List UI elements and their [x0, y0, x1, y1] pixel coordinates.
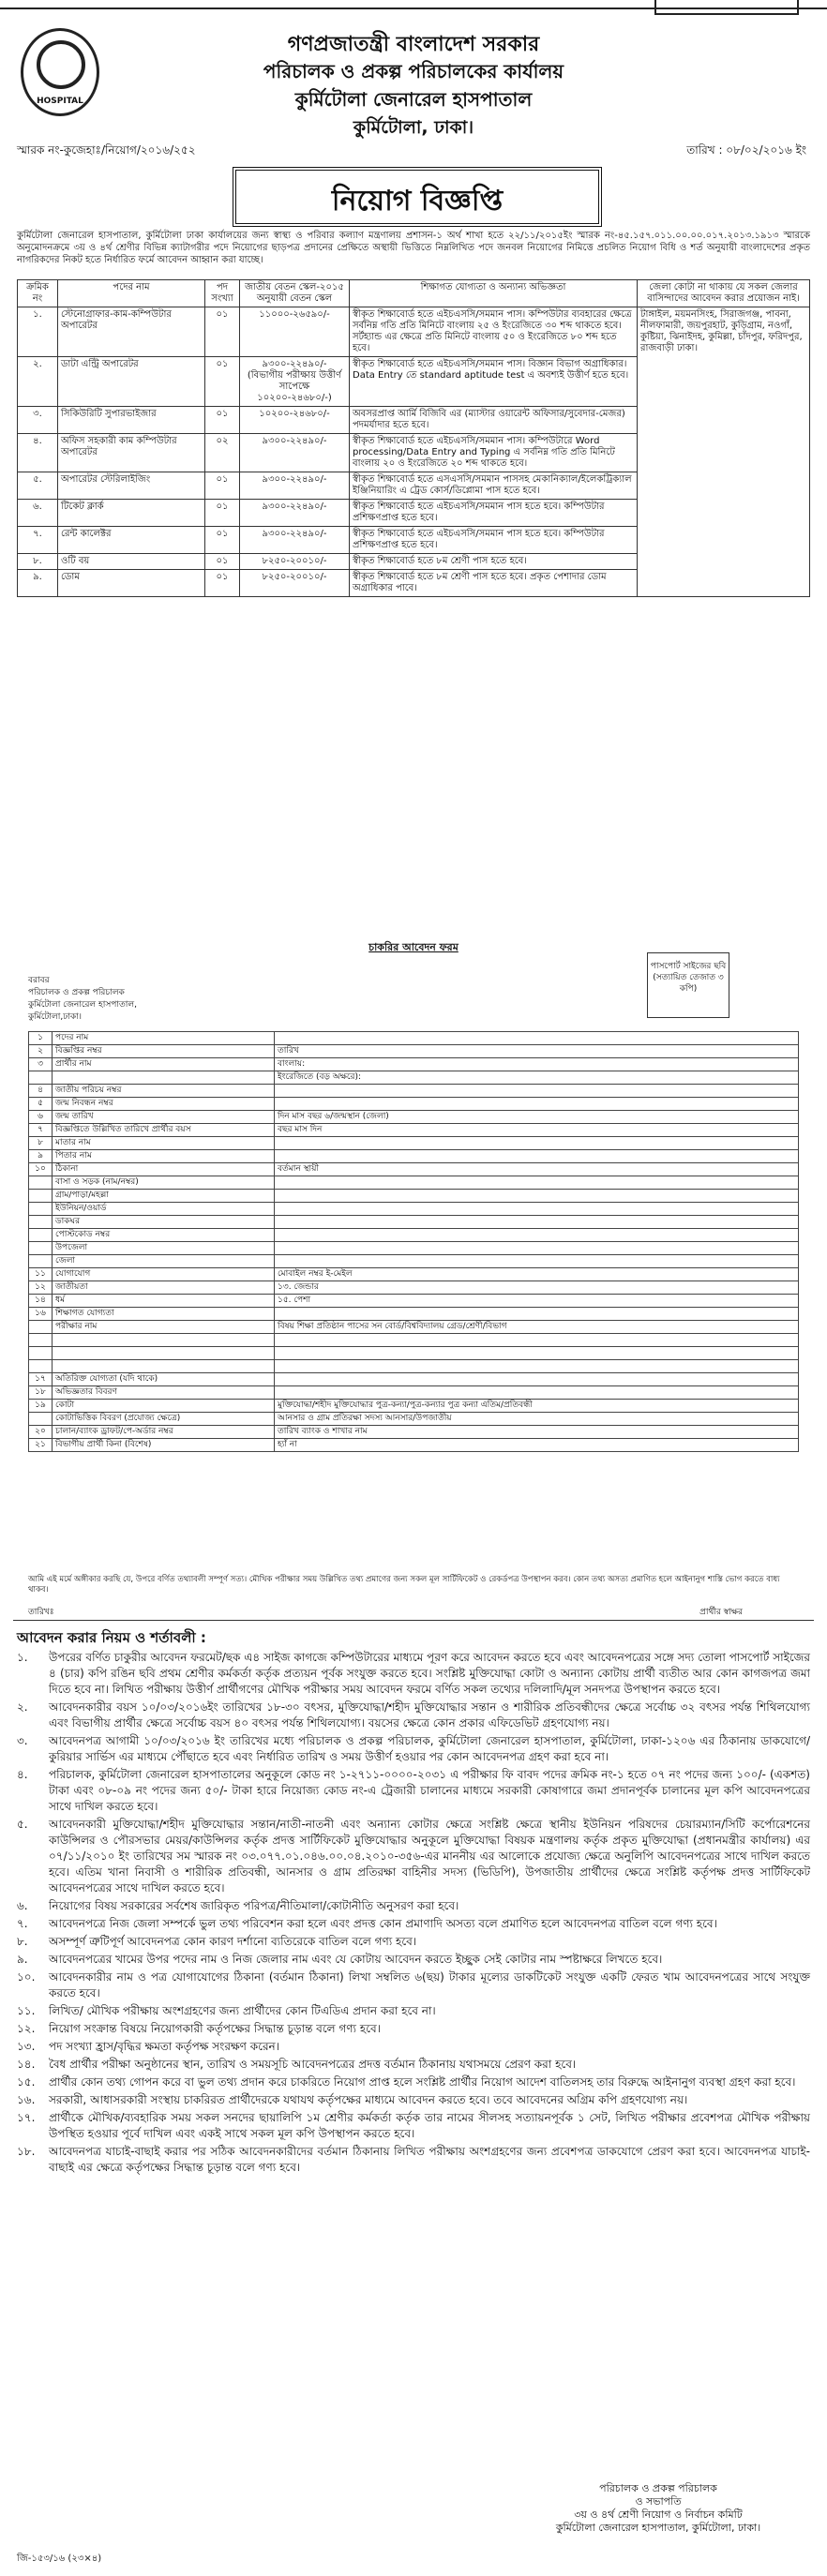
form-row-field[interactable]	[275, 1150, 799, 1163]
form-row-number	[29, 1413, 53, 1426]
form-row-number: ৩	[29, 1058, 53, 1071]
quota-cell: টাঙ্গাইল, ময়মনসিংহ, সিরাজগঞ্জ, পাবনা, নীলফামারী, জয়পুরহাট, কুড়িগ্রাম, নওগাঁ, কুষ্টিয়া, ঝিনাইদহ, কুমিল্লা, চাঁদপুর, ফরিদপুর, রাজবাড়ী ঢাকা।	[638, 307, 810, 597]
form-row	[29, 1439, 799, 1452]
form-row-field[interactable]: ১৫. পেশা	[275, 1295, 799, 1308]
rule-text: নিয়োগের বিষয় সরকারের সর্বশেষ জারিকৃত পরিপত্র/নীতিমালা/কোটানীতি অনুসরণ করা হবে।	[49, 1899, 459, 1912]
form-row	[29, 1242, 799, 1255]
form-row-label: জন্ম তারিখ	[53, 1111, 275, 1124]
qualification-cell: স্বীকৃত শিক্ষাবোর্ড হতে ৮ম শ্রেণী পাস হতে হবে। প্রকৃত পেশাদার ডোম অগ্রাধিকার পাবে।	[350, 570, 638, 597]
rule-number: ৪.	[17, 1768, 28, 1781]
rule-number: ১০.	[17, 1970, 36, 1984]
form-row-field[interactable]	[275, 1032, 799, 1045]
signature-label: প্রার্থীর স্বাক্ষর	[699, 1608, 743, 1617]
form-row	[29, 1321, 799, 1334]
form-row-label: উপজেলা	[53, 1242, 275, 1255]
form-row	[29, 1085, 799, 1098]
rule-item	[17, 2144, 810, 2176]
rule-number: ১৮.	[17, 2145, 36, 2158]
post-cell: ডোম	[58, 570, 205, 597]
count-cell: ০১	[205, 570, 240, 597]
notice-title: নিয়োগ বিজ্ঞপ্তি	[331, 185, 504, 217]
count-cell: ০১	[205, 500, 240, 527]
form-row-label: পরীক্ষার নাম	[53, 1321, 275, 1334]
addressee-line: বরাবর	[28, 976, 50, 985]
count-cell: ০১	[205, 472, 240, 500]
form-row-number: ১২	[29, 1281, 53, 1295]
form-row	[29, 1373, 799, 1386]
form-row-number: ১১	[29, 1268, 53, 1281]
form-row-number	[29, 1190, 53, 1203]
rule-text: বৈধ প্রার্থীর পরীক্ষা অনুষ্ঠানের স্থান, তারিখ ও সময়সূচি আবেদনপত্রের প্রদত্ত বর্তমান ঠিকানায় যথাসময়ে প্রেরণ করা হবে।	[49, 2058, 577, 2071]
form-row-label: যোগাযোগ	[53, 1268, 275, 1281]
rule-text: আবেদনপত্র আগামী ১০/০৩/২০১৬ ইং তারিখের মধ্যে পরিচালক ও প্রকল্প পরিচালক, কুর্মিটোলা জেনারেল হাসপাতাল, কুর্মিটোলা, ঢাকা-১২০৬ এর ঠিকানায় ডাকযোগে/কুরিয়ার সার্ভিস এর মাধ্যমে পৌঁছাতে হবে এবং নির্ধারিত তারিখ ও সময় উত্তীর্ণ হওয়ার পর কোন আবেদনপত্র গ্রহণ করা হবে না।	[49, 1734, 810, 1763]
form-row-field[interactable]	[275, 1098, 799, 1111]
rule-item	[17, 2057, 810, 2073]
form-row-label	[53, 1347, 275, 1360]
serial-cell: ৪.	[18, 434, 58, 472]
form-row-field[interactable]: তারিখ	[275, 1045, 799, 1058]
form-row-field[interactable]: তারিখ ব্যাংক ও শাখার নাম	[275, 1426, 799, 1439]
form-row-field[interactable]	[275, 1085, 799, 1098]
form-row	[29, 1386, 799, 1400]
rule-text: নিয়োগ সংক্রান্ত বিষয়ে নিয়োগকারী কর্তৃপক্ষের সিদ্ধান্ত চূড়ান্ত বলে গণ্য হবে।	[49, 2022, 381, 2035]
form-row-label: পদের নাম	[53, 1032, 275, 1045]
count-cell: ০১	[205, 554, 240, 570]
rule-text: আবেদনকারীর বয়স ১০/০৩/২০১৬ইং তারিখের ১৮-৩০ বৎসর, মুক্তিযোদ্ধা/শহীদ মুক্তিযোদ্ধার সন্তান ও শারীরিক প্রতিবন্ধীদের ক্ষেত্রে সর্বোচ্চ ৩২ বৎসর পর্যন্ত শিথিলযোগ্য এবং বিভাগীয় প্রার্থীর ক্ষেত্রে সর্বোচ্চ বয়স ৪০ বৎসর পর্যন্ত শিথিলযোগ্য। বয়সের ক্ষেত্রে কোন প্রকার এফিডেভিট গ্রহণযোগ্য নয়।	[49, 1700, 810, 1730]
rule-item	[17, 2074, 810, 2090]
form-row-number	[29, 1203, 53, 1216]
rule-item	[17, 1650, 810, 1698]
rule-text: আবেদনপত্রে নিজ জেলা সম্পর্কে ভুল তথ্য পরিবেশন করা হলে এবং প্রদত্ত কোন প্রমাণাদি অসত্য বলে প্রমাণিত হলে আবেদনপত্র বাতিল বলে গণ্য হবে।	[49, 1917, 717, 1930]
qualification-cell: স্বীকৃত শিক্ষাবোর্ড হতে এইচএসসি/সমমান পাস। বিজ্ঞান বিভাগ অগ্রাধিকার। Data Entry তে standard aptitude test এ অবশ্যই উত্তীর্ণ হতে হবে।	[350, 357, 638, 407]
form-row	[29, 1111, 799, 1124]
logo-emblem-icon	[37, 40, 85, 89]
signatory-line: কুর্মিটোলা জেনারেল হাসপাতাল, কুর্মিটোলা, ঢাকা।	[555, 2522, 761, 2534]
form-row	[29, 1190, 799, 1203]
rule-item	[17, 1934, 810, 1950]
form-row-label: কোটা	[53, 1400, 275, 1413]
qualification-cell: স্বীকৃত শিক্ষাবোর্ড হতে ৮ম শ্রেণী পাস হতে হবে।	[350, 554, 638, 570]
form-row-field[interactable]	[275, 1308, 799, 1321]
post-cell: অপারেটর স্টেরিলাইজিং	[58, 472, 205, 500]
jobs-table-body	[18, 307, 810, 597]
serial-cell: ৫.	[18, 472, 58, 500]
date-label: তারিখঃ	[28, 1608, 54, 1617]
form-row-number	[29, 1255, 53, 1268]
rule-item	[17, 1700, 810, 1731]
form-row	[29, 1308, 799, 1321]
hospital-logo	[21, 28, 99, 116]
rule-text: আবেদনকারী মুক্তিযোদ্ধা/শহীদ মুক্তিযোদ্ধার সন্তান/নাতী-নাতনী এবং অন্যান্য কোটার ক্ষেত্রে সংশ্লিষ্ট ক্ষেত্রে স্থানীয় ইউনিয়ন পরিষদের চেয়ারম্যান/সিটি কর্পোরেশনের কাউন্সিলর ও পৌরসভার মেয়র/কাউন্সিলর কর্তৃক প্রদত্ত সার্টিফিকেট মুক্তিযোদ্ধার অনুকূলে মুক্তিযোদ্ধা বিষয়ক মন্ত্রণালয় কর্তৃক প্রকৃত মুক্তিযোদ্ধা (প্রধানমন্ত্রীর কার্যালয়) এর ০৭/১১/২০১০ ইং তারিখের সম স্মারক নং ০৩.০৭৭.০১.০৪৬.০০.০৪.২০১০-৩৫৬-এর মাননীয় এর আলোকে প্রযোজ্য ক্ষেত্রে অনুলিপি আবেদনপত্রের সাথে দাখিল করতে হবে। এতিম খানা নিবাসী ও শারীরিক প্রতিবন্ধী, আনসার ও গ্রাম প্রতিরক্ষা বাহিনীর সদস্য (ভিডিপি), উপজাতীয় প্রার্থীদের ক্ষেত্রে সংশ্লিষ্ট কর্তৃপক্ষ প্রদত্ত সার্টিফিকেট আবেদনপত্রের সাথে দাখিল করতে হবে।	[49, 1818, 810, 1895]
form-row	[29, 1124, 799, 1137]
rule-number: ১৬.	[17, 2093, 36, 2106]
form-row-field[interactable]: ইংরেজিতে (বড় অক্ষরে):	[275, 1071, 799, 1085]
rule-number: ১২.	[17, 2022, 36, 2035]
form-row	[29, 1347, 799, 1360]
form-addressee	[28, 975, 137, 1024]
rule-item	[17, 1733, 810, 1765]
count-cell: ০১	[205, 307, 240, 357]
rule-text: আবেদনপত্র যাচাই-বাছাই করার পর সঠিক আবেদনকারীদের বর্তমান ঠিকানায় লিখিত পরীক্ষায় অংশগ্রহণের জন্য প্রবেশপত্র ডাকযোগে প্রেরণ করা হবে। আবেদনপত্র যাচাই-বাছাই এর ক্ষেত্রে কর্তৃপক্ষের সিদ্ধান্ত চূড়ান্ত বলে গণ্য হবে।	[49, 2145, 810, 2174]
scale-cell: ৯৩০০-২২৪৯০/-	[240, 527, 350, 554]
form-row-field[interactable]	[275, 1190, 799, 1203]
form-row-number: ১৬	[29, 1308, 53, 1321]
rules-list	[17, 1650, 810, 2178]
form-title: চাকরির আবেদন ফরম	[368, 941, 459, 953]
form-row-number	[29, 1242, 53, 1255]
form-row-number	[29, 1347, 53, 1360]
rule-number: ১১.	[17, 2004, 36, 2017]
signatory-line: ৩য় ও ৪র্থ শ্রেণী নিয়োগ ও নির্বাচন কমিটি	[574, 2509, 743, 2521]
col-serial: ক্রমিক নং	[18, 280, 58, 307]
form-row-label: ইউনিয়ন/ওয়ার্ড	[53, 1203, 275, 1216]
form-row-field[interactable]: আনসার ও গ্রাম প্রতিরক্ষা সদস্য আনসার/উপজাতীয়	[275, 1413, 799, 1426]
post-cell: টিকেট ক্লার্ক	[58, 500, 205, 527]
form-row-number: ১৪	[29, 1295, 53, 1308]
title-box	[233, 167, 602, 227]
header-government: গণপ্রজাতন্ত্রী বাংলাদেশ সরকার	[287, 33, 540, 56]
rule-number: ১৩.	[17, 2040, 36, 2053]
serial-cell: ২.	[18, 357, 58, 407]
form-row-label: জাতীয়তা	[53, 1281, 275, 1295]
rule-item	[17, 2021, 810, 2037]
form-row-label: গ্রাম/পাড়া/মহল্লা	[53, 1190, 275, 1203]
form-row-label: ঠিকানা	[53, 1163, 275, 1176]
rule-item	[17, 1969, 810, 2001]
rule-number: ১৭.	[17, 2111, 36, 2124]
rule-text: পদ সংখ্যা হ্রাস/বৃদ্ধির ক্ষমতা কর্তৃপক্ষ সংরক্ষণ করেন।	[49, 2040, 280, 2053]
form-row-field[interactable]	[275, 1242, 799, 1255]
form-row-field[interactable]: বাংলায়:	[275, 1058, 799, 1071]
qualification-cell: স্বীকৃত শিক্ষাবোর্ড হতে এইচএসসি/সমমান পাস হতে হবে। কম্পিউটার প্রশিক্ষণপ্রাপ্ত হতে হবে।	[350, 500, 638, 527]
form-row	[29, 1176, 799, 1190]
form-row-number: ১৭	[29, 1373, 53, 1386]
col-post: পদের নাম	[58, 280, 205, 307]
form-row	[29, 1229, 799, 1242]
count-cell: ০২	[205, 434, 240, 472]
serial-cell: ৭.	[18, 527, 58, 554]
rule-number: ৯.	[17, 1953, 28, 1966]
serial-cell: ৮.	[18, 554, 58, 570]
form-row-label: ডাকঘর	[53, 1216, 275, 1229]
rules-heading: আবেদন করার নিয়ম ও শর্তাবলী :	[17, 1629, 206, 1646]
memo-number: স্মারক নং-কুজেহাঃ/নিয়োগ/২০১৬/২৫২	[17, 143, 196, 157]
post-cell: রেন্ট কালেক্টর	[58, 527, 205, 554]
serial-cell: ৯.	[18, 570, 58, 597]
form-row	[29, 1150, 799, 1163]
rule-item	[17, 1767, 810, 1815]
form-row	[29, 1098, 799, 1111]
top-border-strip	[0, 0, 827, 15]
form-row-field[interactable]	[275, 1334, 799, 1347]
form-row-field[interactable]	[275, 1137, 799, 1150]
section-divider	[13, 1620, 814, 1621]
form-row-number: ১৯	[29, 1400, 53, 1413]
rule-text: আবেদনপত্রের খামের উপর পদের নাম ও নিজ জেলার নাম এবং যে কোটায় আবেদন করতে ইচ্ছুক সেই কোটার নাম স্পষ্টাক্ষরে লিখতে হবে।	[49, 1953, 663, 1966]
form-row-label: বিজ্ঞপ্তিতে উল্লিখিত তারিখে প্রার্থীর বয়স	[53, 1124, 275, 1137]
qualification-cell: স্বীকৃত শিক্ষাবোর্ড হতে এসএসসি/সমমান পাসসহ মেকানিক্যাল/ইলেকট্রিক্যাল ইঞ্জিনিয়ারিং এ ট্রেড কোর্স/ডিপ্লোমা পাস হতে হবে।	[350, 472, 638, 500]
form-row-label: পোস্টকোড নম্বর	[53, 1229, 275, 1242]
form-row-label: জেলা	[53, 1255, 275, 1268]
application-form-table	[28, 1031, 799, 1452]
form-row-field[interactable]: বর্তমান স্থায়ী	[275, 1163, 799, 1176]
rule-text: আবেদনকারীর নাম ও পত্র যোগাযোগের ঠিকানা (বর্তমান ঠিকানা) লিখা সম্বলিত ৬(ছয়) টাকার মূল্যের ডাকটিকেট সংযুক্ত একটি ফেরত খাম আবেদনপত্রের সাথে সংযুক্ত করতে হবে।	[49, 1970, 810, 1999]
form-row-label: বাসা ও সড়ক (নাম/নম্বর)	[53, 1176, 275, 1190]
scale-cell: ১০২০০-২৪৬৮০/-	[240, 407, 350, 434]
form-row	[29, 1203, 799, 1216]
rule-number: ৩.	[17, 1734, 28, 1747]
form-row-number	[29, 1071, 53, 1085]
form-row-label: শিক্ষাগত যোগ্যতা	[53, 1308, 275, 1321]
form-row-number	[29, 1216, 53, 1229]
form-row-label: বিভাগীয় প্রার্থী কিনা (বিশেষ)	[53, 1439, 275, 1452]
rule-number: ২.	[17, 1700, 28, 1714]
rule-text: প্রার্থীকে মৌখিক/ব্যবহারিক সময় সকল সনদের ছায়ালিপি ১ম শ্রেণীর কর্মকর্তা কর্তৃক তার নামের সীলসহ সত্যায়নপূর্বক ১ সেট, লিখিত পরীক্ষার প্রবেশপত্র মৌখিক পরীক্ষায় উপস্থিত হওয়ার পূর্বে দাখিল এবং একই সাথে সকল মূল কপি উপস্থাপন করতে হবে।	[49, 2111, 810, 2140]
serial-cell: ৬.	[18, 500, 58, 527]
qualification-cell: অবসরপ্রাপ্ত আর্মি বিজিবি এর (ম্যাস্টার ওয়ারেন্ট অফিসার/সুবেদার-মেজর) পদমর্যাদার হতে হবে।	[350, 407, 638, 434]
form-row-label	[53, 1360, 275, 1373]
jobs-table	[17, 279, 810, 597]
form-row-field[interactable]	[275, 1203, 799, 1216]
scale-cell: ১১০০০-২৬৫৯০/-	[240, 307, 350, 357]
qualification-cell: স্বীকৃত শিক্ষাবোর্ড হতে এইচএসসি/সমমান পাস। কম্পিউটারে Word processing/Data Entry and Typing এ সর্বনিম্ন গতি প্রতি মিনিটে বাংলায় ২০ ও ইংরেজিতে ২০ শব্দ থাকতে হবে।	[350, 434, 638, 472]
form-row-label: অতিরিক্ত যোগ্যতা (যদি থাকে)	[53, 1373, 275, 1386]
rule-number: ৭.	[17, 1917, 28, 1930]
post-cell: সিকিউরিটি সুপারভাইজার	[58, 407, 205, 434]
logo-text: HOSPITAL	[37, 97, 83, 106]
form-row-number	[29, 1229, 53, 1242]
form-row-label	[53, 1071, 275, 1085]
rule-number: ১৪.	[17, 2058, 36, 2071]
form-row-label: অভিজ্ঞতার বিবরণ	[53, 1386, 275, 1400]
form-row-field[interactable]	[275, 1229, 799, 1242]
form-row-number: ৯	[29, 1150, 53, 1163]
top-corner-box	[654, 0, 799, 15]
form-row-label: প্রার্থীর নাম	[53, 1058, 275, 1071]
ad-code: জি-১৫৩/১৬ (২৩×৪)	[17, 2554, 102, 2564]
declaration-text: আমি এই মর্মে অঙ্গীকার করছি যে, উপরে বর্ণিত তথ্যাবলী সম্পূর্ণ সত্য। মৌখিক পরীক্ষার সময় উল্লিখিত তথ্য প্রমাণের জন্য সকল মূল সার্টিফিকেট ও রেকর্ডপত্র উপস্থাপন করব। কোন তথ্য অসত্য প্রমাণিত হলে আইনানুগ শাস্তি ভোগ করতে বাধ্য থাকব।	[28, 1575, 780, 1595]
form-row	[29, 1137, 799, 1150]
header-hospital: কুর্মিটোলা জেনারেল হাসপাতাল	[294, 88, 533, 111]
rule-number: ১.	[17, 1651, 28, 1664]
form-row-field[interactable]: বিষয় শিক্ষা প্রতিষ্ঠান পাসের সন বোর্ড/বিশ্ববিদ্যালয় গ্রেড/শ্রেণী/বিভাগ	[275, 1321, 799, 1334]
rule-number: ১৫.	[17, 2075, 36, 2089]
form-row-field[interactable]	[275, 1216, 799, 1229]
jobs-table-header-row	[18, 280, 810, 307]
count-cell: ০১	[205, 527, 240, 554]
form-row-field[interactable]: মুক্তিযোদ্ধা/শহীদ মুক্তিযোদ্ধার পুত্র-কন্যা/পুত্র-কন্যার পুত্র কন্যা এতিম/প্রতিবন্ধী	[275, 1400, 799, 1413]
form-row-number: ৫	[29, 1098, 53, 1111]
form-row-field[interactable]: মোবাইল নম্বর ই-মেইল	[275, 1268, 799, 1281]
rule-number: ৫.	[17, 1818, 28, 1831]
form-row-label: বিজ্ঞপ্তির নম্বর	[53, 1045, 275, 1058]
notice-date: তারিখ : ০৮/০২/২০১৬ ইং	[686, 143, 806, 157]
form-row-field[interactable]: হ্যাঁ না	[275, 1439, 799, 1452]
form-row-number: ৪	[29, 1085, 53, 1098]
addressee-line: কুর্মিটোলা জেনারেল হাসপাতাল,	[28, 1000, 137, 1010]
form-row-field[interactable]	[275, 1386, 799, 1400]
form-row-number: ৬	[29, 1111, 53, 1124]
form-row	[29, 1413, 799, 1426]
form-row-field[interactable]	[275, 1347, 799, 1360]
serial-cell: ৩.	[18, 407, 58, 434]
form-row-field[interactable]	[275, 1176, 799, 1190]
form-row-number: ২১	[29, 1439, 53, 1452]
rule-item	[17, 2039, 810, 2055]
form-row	[29, 1032, 799, 1045]
post-cell: স্টেনোগ্রাফার-কাম-কম্পিউটার অপারেটর	[58, 307, 205, 357]
qualification-cell: স্বীকৃত শিক্ষাবোর্ড হতে এইচএসসি/সমমান পাস। কম্পিউটার ব্যবহারের ক্ষেত্রে সর্বনিম্ন গতি প্রতি মিনিটে বাংলায় ২৫ ও ইংরেজিতে ৩০ শব্দ থাকতে হবে। সর্টহ্যান্ড এর ক্ষেত্রে প্রতি মিনিটে বাংলায় ৫০ ও ইংরেজিতে ৮০ শব্দ হতে হবে।	[350, 307, 638, 357]
scale-cell: ৯৩০০-২২৪৯০/-	[240, 434, 350, 472]
post-cell: ওটি বয়	[58, 554, 205, 570]
signature-row	[28, 1605, 799, 1619]
form-row	[29, 1295, 799, 1308]
rule-number: ৬.	[17, 1899, 28, 1912]
rule-text: উপরের বর্ণিত চাকুরীর আবেদন ফরমেট/ছক এ৪ সাইজ কাগজে কম্পিউটারের মাধ্যমে পূরণ করে আবেদন করতে হবে এবং আবেদনপত্রের সঙ্গে সদ্য তোলা পাসপোর্ট সাইজের ৪ (চার) কপি রঙিন ছবি প্রথম শ্রেণীর কর্মকর্তা কর্তৃক প্রত্যয়ন পূর্বক সংযুক্ত করতে হবে। সংশ্লিষ্ট মুক্তিযোদ্ধা কোটা ও অন্যান্য কোটায় প্রার্থী ব্যতীত আর কোন কাগজপত্র জমা দিতে হবে না। লিখিত পরীক্ষায় উত্তীর্ণ প্রার্থীগণের মৌখিক পরীক্ষার সময় আবেদন ফরমে বর্ণিত সকল তথ্যের দলিলাদি/মূল সনদপত্র উপস্থাপন করতে হবে।	[49, 1651, 810, 1696]
photo-box: পাসপোর্ট সাইজের ছবি (সত্যায়িত তেজাত ৩ কপি)	[647, 952, 729, 1018]
form-row-field[interactable]	[275, 1255, 799, 1268]
form-row-number	[29, 1360, 53, 1373]
rule-item	[17, 2092, 810, 2108]
form-row-number: ৭	[29, 1124, 53, 1137]
form-row	[29, 1426, 799, 1439]
form-row-label: জন্ম নিবন্ধন নম্বর	[53, 1098, 275, 1111]
form-row	[29, 1281, 799, 1295]
header-office: পরিচালক ও প্রকল্প পরিচালকের কার্যালয়	[263, 60, 564, 82]
form-row-label: ধর্ম	[53, 1295, 275, 1308]
rule-item	[17, 1817, 810, 1896]
post-cell: অফিস সহকারী কাম কম্পিউটার অপারেটর	[58, 434, 205, 472]
form-row-number	[29, 1176, 53, 1190]
form-row-label: মাতার নাম	[53, 1137, 275, 1150]
form-row	[29, 1045, 799, 1058]
count-cell: ০১	[205, 407, 240, 434]
rule-text: অসম্পূর্ণ ত্রুটিপূর্ণ আবেদনপত্র কোন কারণ দর্শানো ব্যতিরেকে বাতিল বলে গণ্য হবে।	[49, 1935, 417, 1948]
count-cell: ০১	[205, 357, 240, 407]
intro-paragraph: কুর্মিটোলা জেনারেল হাসপাতাল, কুর্মিটোলা ঢাকা কার্যালয়ের জন্য স্বাস্থ্য ও পরিবার কল্যাণ মন্ত্রণালয় প্রশাসন-১ অর্থ শাখা হতে ২২/১১/২০১৫ইং স্মারক নং-৪৫.১৫৭.০১১.০০.০০.০১৭.২০১৩.১৯১৩ স্মারকে অনুমোদনক্রমে ৩য় ও ৪র্থ শ্রেণীর বিভিন্ন ক্যাটাগরীর পদে নিয়োগের ছাড়পত্র প্রদানের প্রেক্ষিতে অস্থায়ী ভিত্তিতে নিম্নলিখিত পদে জনবল নিয়োগের নিমিত্তে প্রচলিত নিয়োগ বিধি ও শর্ত অনুযায়ী বাংলাদেশের প্রকৃত নাগরিকদের নিকট হতে নির্ধারিত ফর্মে আবেদন আহ্বান করা যাচ্ছে।	[17, 231, 810, 265]
form-row	[29, 1334, 799, 1347]
form-row-label: পিতার নাম	[53, 1150, 275, 1163]
signatory-line: ও সভাপতি	[635, 2495, 682, 2508]
form-row	[29, 1216, 799, 1229]
form-row-field[interactable]: দিন মাস বছর ৬/জন্মস্থান (জেলা)	[275, 1111, 799, 1124]
rule-text: পরিচালক, কুর্মিটোলা জেনারেল হাসপাতালের অনুকূলে কোড নং ১-২৭১১-০০০০-২০৩১ এ পরীক্ষার ফি বাবদ পদের ক্রমিক নং-১ হতে ০৭ নং পদের জন্য ১০০/- (একশত) টাকা এবং ০৮-০৯ নং পদের জন্য ৫০/- টাকা হারে নিয়োজ্য কোড নং-এ ট্রেজারী চালানের মাধ্যমে সরকারী কোষাগারে জমা প্রদানপূর্বক চালানের মূল কপি আবেদনপত্রের সাথে দাখিল করতে হবে।	[49, 1768, 810, 1813]
form-row-number	[29, 1334, 53, 1347]
signatory-line: পরিচালক ও প্রকল্প পরিচালক	[599, 2482, 717, 2494]
rule-item	[17, 1916, 810, 1932]
form-row	[29, 1360, 799, 1373]
scale-cell: ৯৩০০-২২৪৯০/-	[240, 500, 350, 527]
rule-item	[17, 2003, 810, 2019]
addressee-line: পরিচালক ও প্রকল্প পরিচালক	[28, 988, 125, 997]
rule-number: ৮.	[17, 1935, 28, 1948]
post-cell: ডাটা এন্ট্রি অপারেটর	[58, 357, 205, 407]
form-row	[29, 1268, 799, 1281]
form-row	[29, 1255, 799, 1268]
form-row-number: ২০	[29, 1426, 53, 1439]
col-scale: জাতীয় বেতন স্কেল-২০১৫ অনুযায়ী বেতন স্কেল	[240, 280, 350, 307]
form-row	[29, 1400, 799, 1413]
col-district-quota: জেলা কোটা না থাকায় যে সকল জেলার বাসিন্দাদের আবেদন করার প্রয়োজন নাই।	[638, 280, 810, 307]
form-row-field[interactable]	[275, 1373, 799, 1386]
form-row-label: চালান/ব্যাংক ড্রাফট/পে-অর্ডার নম্বর	[53, 1426, 275, 1439]
serial-cell: ১.	[18, 307, 58, 357]
scale-cell: ৮২৫০-২০০১০/-	[240, 570, 350, 597]
col-count: পদ সংখ্যা	[205, 280, 240, 307]
form-row-number: ১	[29, 1032, 53, 1045]
rule-item	[17, 2110, 810, 2142]
form-row-number: ২	[29, 1045, 53, 1058]
form-row-field[interactable]	[275, 1360, 799, 1373]
application-form-body	[29, 1032, 799, 1452]
rule-text: লিখিত/ মৌখিক পরীক্ষায় অংশগ্রহণের জন্য প্রার্থীদের কোন টিএডিএ প্রদান করা হবে না।	[49, 2004, 436, 2017]
form-row-number: ১৮	[29, 1386, 53, 1400]
form-row-number: ১০	[29, 1163, 53, 1176]
form-row-label: কোটাভিত্তিক বিবরণ (প্রযোজ্য ক্ষেত্রে)	[53, 1413, 275, 1426]
rule-text: প্রার্থীর কোন তথ্য গোপন করে বা ভুল তথ্য প্রদান করে চাকরিতে নিয়োগ প্রাপ্ত হলে সংশ্লিষ্ট প্রার্থীর নিয়োগ আদেশ বাতিলসহ তার বিরুদ্ধে আইনানুগ ব্যবস্থা গ্রহণ করা হবে।	[49, 2075, 796, 2089]
scale-cell: ৯৩০০-২২৪৯০/- (বিভাগীয় পরীক্ষায় উত্তীর্ণ সাপেক্ষে ১০২০০-২৪৬৮০/-)	[240, 357, 350, 407]
form-row-label: জাতীয় পরিচয় নম্বর	[53, 1085, 275, 1098]
signatory-block	[527, 2482, 789, 2535]
rule-text: সরকারী, আধাসরকারী সংস্থায় চাকরিরত প্রার্থীদেরকে যথাযথ কর্তৃপক্ষের মাধ্যমে আবেদন করতে হবে। তবে আবেদনের অগ্রিম কপি গ্রহণযোগ্য নয়।	[49, 2093, 688, 2106]
form-row-field[interactable]: ১৩. জেন্ডার	[275, 1281, 799, 1295]
form-row-number	[29, 1321, 53, 1334]
form-row	[29, 1071, 799, 1085]
qualification-cell: স্বীকৃত শিক্ষাবোর্ড হতে এইচএসসি/সমমান পাস হতে হবে। কম্পিউটার প্রশিক্ষণপ্রাপ্ত হতে হবে।	[350, 527, 638, 554]
form-row	[29, 1058, 799, 1071]
form-row	[29, 1163, 799, 1176]
scale-cell: ৯৩০০-২২৪৯০/-	[240, 472, 350, 500]
table-row	[18, 307, 810, 357]
form-row-number: ৮	[29, 1137, 53, 1150]
rule-item	[17, 1898, 810, 1914]
form-row-label	[53, 1334, 275, 1347]
rule-item	[17, 1952, 810, 1968]
header-location: কুর্মিটোলা, ঢাকা।	[353, 117, 474, 138]
addressee-line: কুর্মিটোলা,ঢাকা।	[28, 1012, 83, 1022]
scale-cell: ৮২৫০-২০০১০/-	[240, 554, 350, 570]
form-row-field[interactable]: বছর মাস দিন	[275, 1124, 799, 1137]
col-qualification: শিক্ষাগত যোগ্যতা ও অন্যান্য অভিজ্ঞতা	[350, 280, 638, 307]
